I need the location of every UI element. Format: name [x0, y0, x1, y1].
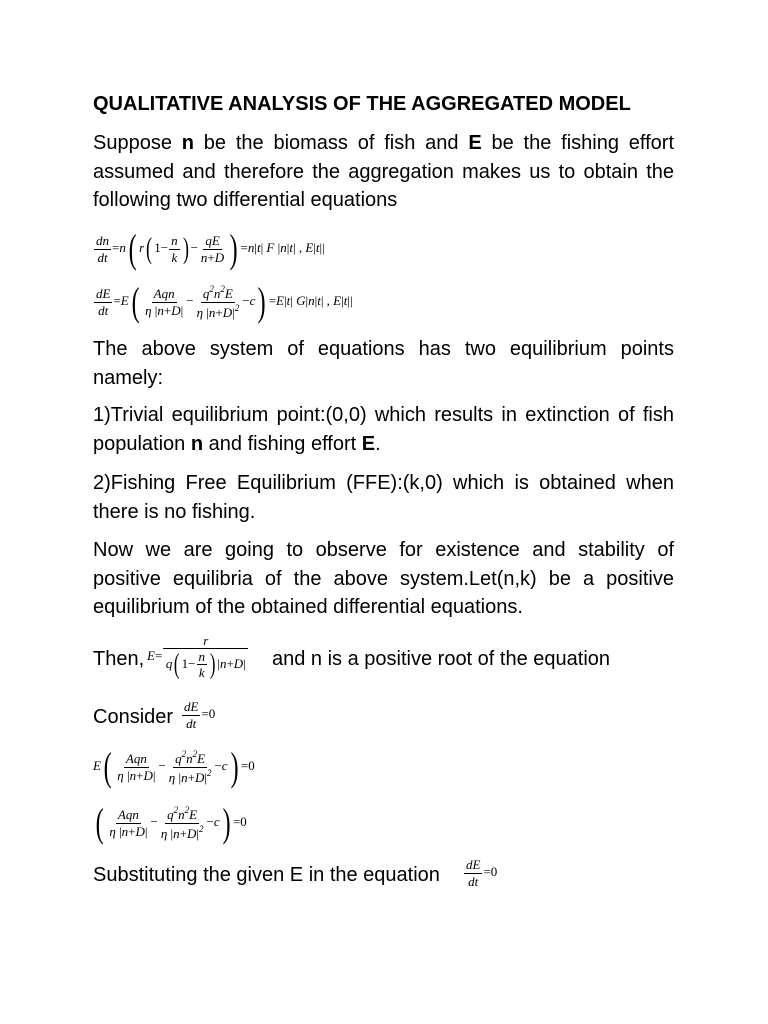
- paragraph-model-intro: Suppose n be the biomass of fish and E be the fishing effort assumed and therefore the aggregation makes us to obtain the following two differential equations: [93, 132, 674, 211]
- substituting-label: Substituting the given E in the equation: [93, 864, 440, 886]
- equation-E-bracket-zero: E( $\frac{\text{Aqn}}{\eta |n+D|}$ − $\frac{q^2n^2E}{\eta |n+D|^2}$ −c) =0: [93, 744, 255, 789]
- paragraph-trivial-equilibrium: 1)Trivial equilibrium point:(0,0) which results in extinction of fish population n and fishing effort E.: [93, 404, 674, 455]
- equation-dn-dt: $\frac{dn}{dt}$ =n( r( 1− $\frac{n}{k}$ ) − $\frac{qE}{n+D}$ ) =n|t| F |n|t| , E|t||: [96, 226, 325, 271]
- positive-root-text: and n is a positive root of the equation: [272, 648, 611, 670]
- consider-label: Consider: [93, 706, 174, 728]
- equation-dE-dt-zero-2: $\frac{dE}{dt}$ =0: [466, 857, 498, 889]
- equation-bracket-zero: ( $\frac{\text{Aqn}}{\eta |n+D|}$ − $\frac{q^2n^2E}{\eta |n+D|^2}$ −c) =0: [95, 800, 247, 845]
- equation-E-expression: E= r q( 1− $\frac{n}{k}$ ) |n+D|: [147, 634, 249, 680]
- then-label: Then,: [93, 648, 145, 670]
- paragraph-positive-equilibria: Now we are going to observe for existence and stability of positive equilibria of the above system.Let(n,k) be a positive equilibrium of the obtained differential equations.: [93, 539, 674, 618]
- equation-dE-dt: $\frac{dE}{dt}$ =E( $\frac{\text{Aqn}}{\eta |n+D|}$ − $\frac{q^2n^2E}{\eta |n+D|^2}$ −c) =E|t| G|n|t| , E|t||: [96, 279, 353, 324]
- section-title: QUALITATIVE ANALYSIS OF THE AGGREGATED MODEL: [93, 93, 631, 115]
- equation-dE-dt-zero: $\frac{dE}{dt}$ =0: [184, 699, 216, 731]
- paragraph-fishing-free-equilibrium: 2)Fishing Free Equilibrium (FFE):(k,0) which is obtained when there is no fishing.: [93, 472, 674, 523]
- paragraph-equilibrium-points: The above system of equations has two equilibrium points namely:: [93, 338, 674, 389]
